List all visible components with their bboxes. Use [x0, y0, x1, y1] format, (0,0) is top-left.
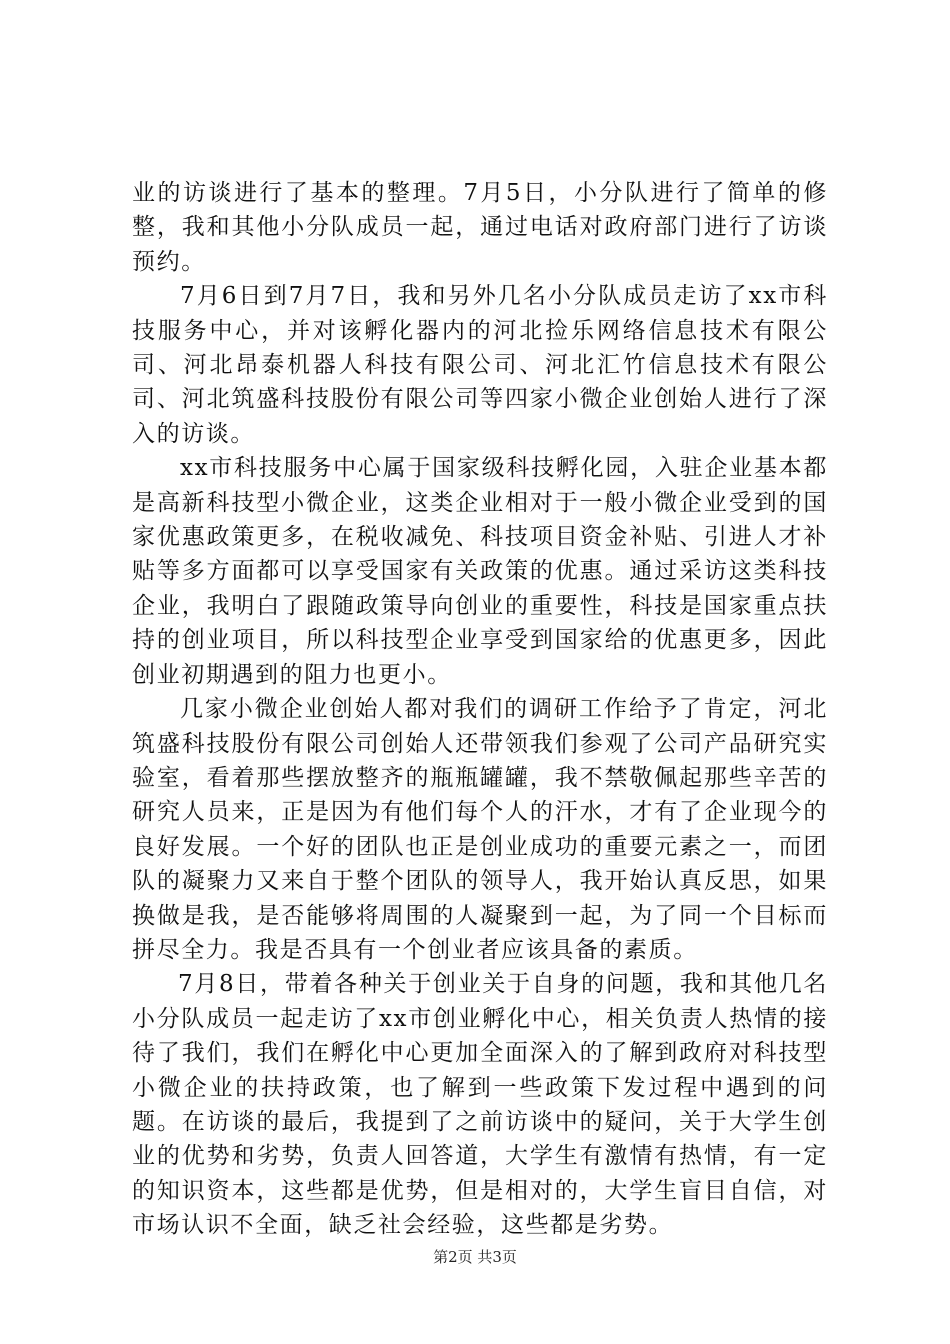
paragraph-4: 几家小微企业创始人都对我们的调研工作给予了肯定，河北筑盛科技股份有限公司创始人还带领我们参观了公司产品研究实验室，看着那些摆放整齐的瓶瓶罐罐，我不禁敬佩起那些辛苦的研究人员来，正是因为有他们每个人的汗水，才有了企业现今的良好发展。一个好的团队也正是创业成功的重要元素之一，而团队的凝聚力又来自于整个团队的领导人，我开始认真反思，如果换做是我，是否能够将周围的人凝聚到一起，为了同一个目标而拼尽全力。我是否具有一个创业者应该具备的素质。	[132, 696, 828, 963]
paragraph-3: xx市科技服务中心属于国家级科技孵化园，入驻企业基本都是高新科技型小微企业，这类企业相对于一般小微企业受到的国家优惠政策更多，在税收减免、科技项目资金补贴、引进人才补贴等多方面都可以享受国家有关政策的优惠。通过采访这类科技企业，我明白了跟随政策导向创业的重要性，科技是国家重点扶持的创业项目，所以科技型企业享受到国家给的优惠更多，因此创业初期遇到的阻力也更小。	[132, 455, 828, 688]
paragraph-2: 7月6日到7月7日，我和另外几名小分队成员走访了xx市科技服务中心，并对该孵化器内的河北捡乐网络信息技术有限公司、河北昂泰机器人科技有限公司、河北汇竹信息技术有限公司、河北筑盛科技股份有限公司等四家小微企业创始人进行了深入的访谈。	[132, 283, 828, 447]
paragraph-5: 7月8日，带着各种关于创业关于自身的问题，我和其他几名小分队成员一起走访了xx市创业孵化中心，相关负责人热情的接待了我们，我们在孵化中心更加全面深入的了解到政府对科技型小微企业的扶持政策，也了解到一些政策下发过程中遇到的问题。在访谈的最后，我提到了之前访谈中的疑问，关于大学生创业的优势和劣势，负责人回答道，大学生有激情有热情，有一定的知识资本，这些都是优势，但是相对的，大学生盲目自信，对市场认识不全面，缺乏社会经验，这些都是劣势。	[132, 971, 828, 1239]
paragraph-1: 业的访谈进行了基本的整理。7月5日，小分队进行了简单的修整，我和其他小分队成员一起，通过电话对政府部门进行了访谈预约。	[132, 180, 828, 275]
page-footer: 第2页 共3页	[433, 1248, 517, 1266]
document-body	[132, 176, 828, 1243]
